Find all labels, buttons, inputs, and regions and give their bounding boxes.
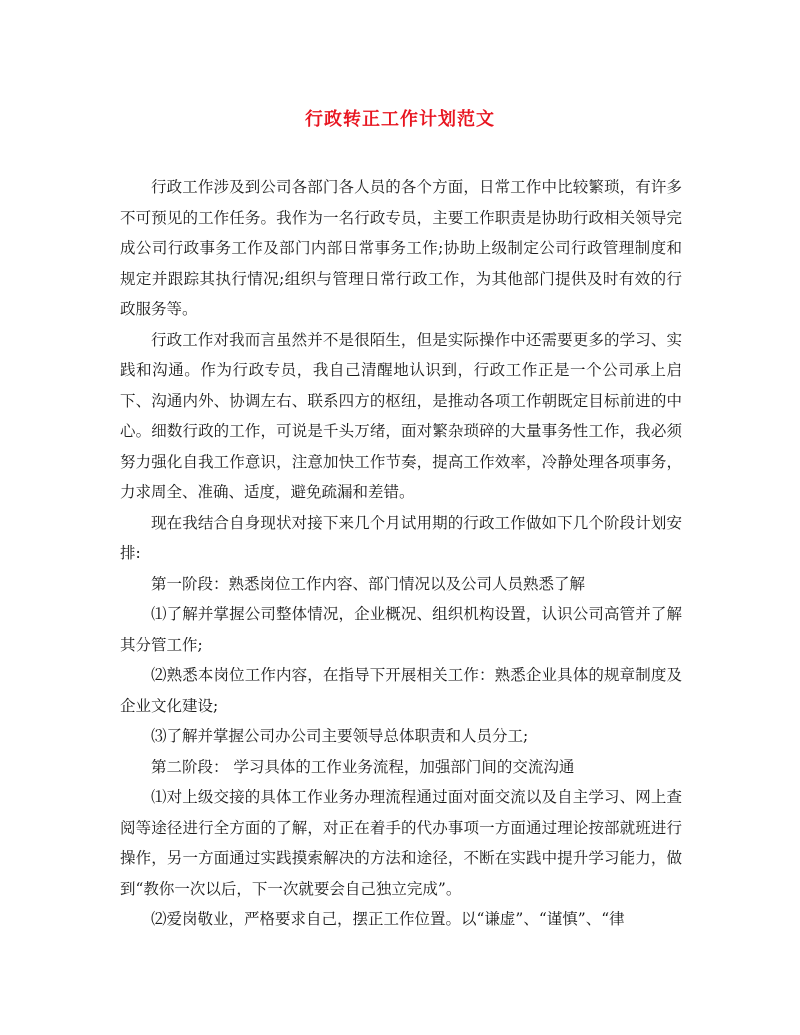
stage-two-heading: 第二阶段： 学习具体的工作业务流程，加强部门间的交流沟通 xyxy=(151,757,575,776)
paragraph-intro: 行政工作涉及到公司各部门各人员的各个方面，日常工作中比较繁琐，有许多不可预见的工作任务。我作为一名行政专员，主要工作职责是协助行政相关领导完成公司行政事务工作及部门内部日常事务工作;协助上级制定公司行政管理制度和规定并跟踪其执行情况;组织与管理日常行政工作，为其他部门提供及时有效的行政服务等。 xyxy=(120,178,682,318)
paragraph-understanding: 行政工作对我而言虽然并不是很陌生，但是实际操作中还需要更多的学习、实践和沟通。作为行政专员，我自己清醒地认识到，行政工作正是一个公司承上启下、沟通内外、协调左右、联系四方的枢纽，是推动各项工作朝既定目标前进的中心。细数行政的工作，可说是千头万绪，面对繁杂琐碎的大量事务性工作，我必须努力强化自我工作意识，注意加快工作节奏，提高工作效率，冷静处理各项事务，力求周全、准确、适度，避免疏漏和差错。 xyxy=(120,330,682,501)
paragraph-plan-intro: 现在我结合自身现状对接下来几个月试用期的行政工作做如下几个阶段计划安排: xyxy=(120,513,682,562)
stage-one-heading: 第一阶段：熟悉岗位工作内容、部门情况以及公司人员熟悉了解 xyxy=(151,574,586,593)
document-title: 行政转正工作计划范文 xyxy=(305,109,495,130)
stage-one-item-2: ⑵熟悉本岗位工作内容，在指导下开展相关工作：熟悉企业具体的规章制度及企业文化建设; xyxy=(120,666,682,715)
stage-one-item-3: ⑶了解并掌握公司办公司主要领导总体职责和人员分工; xyxy=(151,727,529,745)
stage-two-item-1: ⑴对上级交接的具体工作业务办理流程通过面对面交流以及自主学习、网上查阅等途径进行全方面的了解，对正在着手的代办事项一方面通过理论按部就班进行操作，另一方面通过实践摸索解决的方法和途径，不断在实践中提升学习能力，做到“教你一次以后，下一次就要会自己独立完成”。 xyxy=(120,788,682,898)
stage-two-item-2: ⑵爱岗敬业，严格要求自己，摆正工作位置。以“谦虚”、“谨慎”、“律 xyxy=(151,910,625,928)
stage-one-item-1: ⑴了解并掌握公司整体情况，企业概况、组织机构设置，认识公司高管并了解其分管工作; xyxy=(120,605,682,654)
document-body xyxy=(120,172,682,935)
